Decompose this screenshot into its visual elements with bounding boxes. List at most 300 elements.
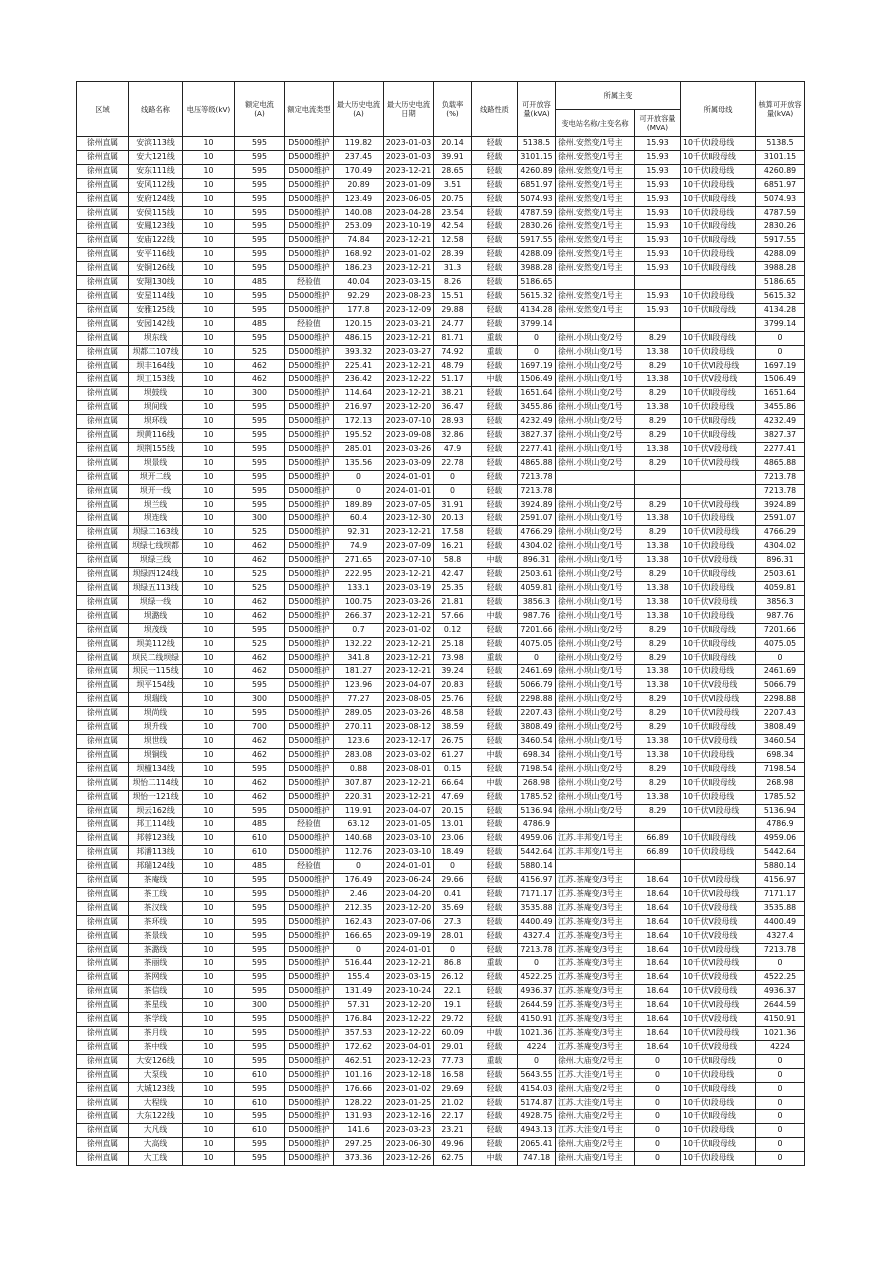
line-name-cell: 茶庵线 (129, 874, 183, 888)
calc-capacity-cell: 5880.14 (756, 860, 805, 874)
load-rate-cell: 31.3 (434, 262, 472, 276)
load-rate-cell: 48.79 (434, 359, 472, 373)
max-date-cell: 2023-04-07 (384, 804, 434, 818)
voltage-cell: 10 (183, 289, 235, 303)
table-row (77, 1040, 805, 1054)
region-cell: 徐州直属 (77, 957, 129, 971)
calc-capacity-cell: 2591.07 (756, 512, 805, 526)
nature-cell: 轻载 (472, 262, 518, 276)
nature-cell: 轻载 (472, 582, 518, 596)
region-cell: 徐州直属 (77, 442, 129, 456)
rated-type-cell: D5000维护 (285, 943, 334, 957)
substation-capacity-cell: 8.29 (635, 359, 681, 373)
nature-cell: 轻载 (472, 164, 518, 178)
substation-name-cell: 徐州.小坝山变/2号 (556, 498, 635, 512)
table-row (77, 540, 805, 554)
region-cell: 徐州直属 (77, 985, 129, 999)
region-cell: 徐州直属 (77, 929, 129, 943)
line-name-cell: 大程线 (129, 1096, 183, 1110)
load-rate-cell: 0 (434, 470, 472, 484)
table-row (77, 776, 805, 790)
max-date-cell: 2023-04-01 (384, 1040, 434, 1054)
bus-cell: 10千伏Ⅵ段母线 (681, 887, 756, 901)
bus-cell: 10千伏Ⅵ段母线 (681, 943, 756, 957)
rated-current-cell: 595 (235, 470, 285, 484)
rated-type-cell: D5000维护 (285, 707, 334, 721)
table-row (77, 1152, 805, 1166)
max-current-cell: 2.46 (334, 887, 384, 901)
calc-capacity-cell: 3101.15 (756, 150, 805, 164)
load-rate-cell: 18.49 (434, 846, 472, 860)
table-row (77, 790, 805, 804)
nature-cell: 轻载 (472, 234, 518, 248)
rated-current-cell: 595 (235, 234, 285, 248)
calc-capacity-cell: 0 (756, 1068, 805, 1082)
rated-current-cell: 462 (235, 665, 285, 679)
line-name-cell: 安星114线 (129, 289, 183, 303)
region-cell: 徐州直属 (77, 1040, 129, 1054)
max-current-cell: 220.31 (334, 790, 384, 804)
header-max-current-date: 最大历史电流 日期 (384, 82, 434, 137)
rated-current-cell: 610 (235, 1068, 285, 1082)
open-capacity-cell: 4959.06 (518, 832, 556, 846)
bus-cell (681, 860, 756, 874)
calc-capacity-cell: 3799.14 (756, 317, 805, 331)
substation-capacity-cell: 13.38 (635, 595, 681, 609)
rated-type-cell: D5000维护 (285, 832, 334, 846)
header-rated-current-type: 额定电流类型 (285, 82, 334, 137)
rated-type-cell: D5000维护 (285, 762, 334, 776)
max-date-cell: 2023-08-01 (384, 762, 434, 776)
bus-cell (681, 818, 756, 832)
rated-current-cell: 595 (235, 623, 285, 637)
max-date-cell: 2023-07-05 (384, 498, 434, 512)
substation-capacity-cell: 0 (635, 1124, 681, 1138)
max-current-cell: 393.32 (334, 345, 384, 359)
open-capacity-cell: 4059.81 (518, 582, 556, 596)
rated-type-cell: D5000维护 (285, 804, 334, 818)
substation-capacity-cell: 13.38 (635, 540, 681, 554)
line-name-cell: 坝瑞线 (129, 693, 183, 707)
rated-type-cell: D5000维护 (285, 1040, 334, 1054)
line-name-cell: 安铜126线 (129, 262, 183, 276)
substation-name-cell (556, 276, 635, 290)
nature-cell: 中载 (472, 748, 518, 762)
table-row (77, 164, 805, 178)
voltage-cell: 10 (183, 1027, 235, 1041)
open-capacity-cell: 4224 (518, 1040, 556, 1054)
substation-name-cell: 江苏.大洼变/1号主 (556, 1068, 635, 1082)
max-current-cell: 341.8 (334, 651, 384, 665)
table-row (77, 707, 805, 721)
rated-type-cell: D5000维护 (285, 1013, 334, 1027)
rated-type-cell: D5000维护 (285, 929, 334, 943)
max-current-cell: 140.08 (334, 206, 384, 220)
region-cell: 徐州直属 (77, 359, 129, 373)
bus-cell: 10千伏Ⅱ段母线 (681, 262, 756, 276)
region-cell: 徐州直属 (77, 289, 129, 303)
table-row (77, 595, 805, 609)
table-row (77, 150, 805, 164)
max-date-cell: 2023-03-21 (384, 317, 434, 331)
max-current-cell: 74.9 (334, 540, 384, 554)
nature-cell: 轻载 (472, 693, 518, 707)
bus-cell: 10千伏Ⅴ段母线 (681, 971, 756, 985)
calc-capacity-cell: 4075.05 (756, 637, 805, 651)
nature-cell: 中载 (472, 554, 518, 568)
substation-capacity-cell: 8.29 (635, 762, 681, 776)
bus-cell: 10千伏Ⅴ段母线 (681, 985, 756, 999)
calc-capacity-cell: 1021.36 (756, 1027, 805, 1041)
calc-capacity-cell: 1785.52 (756, 790, 805, 804)
max-current-cell: 92.29 (334, 289, 384, 303)
substation-name-cell: 江苏.茶庵变/3号主 (556, 957, 635, 971)
region-cell: 徐州直属 (77, 512, 129, 526)
substation-capacity-cell (635, 470, 681, 484)
voltage-cell: 10 (183, 846, 235, 860)
bus-cell: 10千伏Ⅰ段母线 (681, 540, 756, 554)
region-cell: 徐州直属 (77, 762, 129, 776)
line-name-cell: 安翔130线 (129, 276, 183, 290)
bus-cell: 10千伏Ⅴ段母线 (681, 373, 756, 387)
substation-name-cell: 徐州.小坝山变/2号 (556, 762, 635, 776)
substation-capacity-cell: 8.29 (635, 498, 681, 512)
rated-type-cell: D5000维护 (285, 262, 334, 276)
bus-cell: 10千伏Ⅰ段母线 (681, 512, 756, 526)
rated-current-cell: 462 (235, 373, 285, 387)
line-name-cell: 坝绿四124线 (129, 568, 183, 582)
line-name-cell: 大城123线 (129, 1082, 183, 1096)
substation-capacity-cell: 15.93 (635, 206, 681, 220)
substation-name-cell: 徐州.小坝山变/1号 (556, 401, 635, 415)
substation-capacity-cell: 0 (635, 1096, 681, 1110)
table-row (77, 429, 805, 443)
load-rate-cell: 21.81 (434, 595, 472, 609)
substation-capacity-cell: 8.29 (635, 721, 681, 735)
rated-type-cell: D5000维护 (285, 289, 334, 303)
calc-capacity-cell: 7213.78 (756, 470, 805, 484)
substation-capacity-cell: 13.38 (635, 401, 681, 415)
max-date-cell: 2023-12-22 (384, 1027, 434, 1041)
header-region: 区域 (77, 82, 129, 137)
rated-current-cell: 462 (235, 776, 285, 790)
region-cell: 徐州直属 (77, 192, 129, 206)
substation-capacity-cell: 66.89 (635, 846, 681, 860)
rated-type-cell: D5000维护 (285, 512, 334, 526)
open-capacity-cell: 6851.97 (518, 178, 556, 192)
open-capacity-cell: 5186.65 (518, 276, 556, 290)
load-rate-cell: 25.76 (434, 693, 472, 707)
calc-capacity-cell: 4304.02 (756, 540, 805, 554)
substation-capacity-cell: 15.93 (635, 248, 681, 262)
max-date-cell: 2023-12-23 (384, 1054, 434, 1068)
nature-cell: 中载 (472, 609, 518, 623)
max-date-cell: 2023-12-21 (384, 526, 434, 540)
table-row (77, 317, 805, 331)
nature-cell: 轻载 (472, 734, 518, 748)
rated-current-cell: 595 (235, 206, 285, 220)
voltage-cell: 10 (183, 734, 235, 748)
load-rate-cell: 17.58 (434, 526, 472, 540)
max-date-cell: 2023-12-21 (384, 234, 434, 248)
substation-name-cell: 徐州.小坝山变/2号 (556, 693, 635, 707)
region-cell: 徐州直属 (77, 317, 129, 331)
max-date-cell: 2023-03-09 (384, 456, 434, 470)
rated-current-cell: 595 (235, 456, 285, 470)
substation-capacity-cell: 15.93 (635, 150, 681, 164)
calc-capacity-cell: 4766.29 (756, 526, 805, 540)
load-rate-cell: 22.78 (434, 456, 472, 470)
substation-name-cell: 徐州.大庙变/2号主 (556, 1054, 635, 1068)
region-cell: 徐州直属 (77, 498, 129, 512)
open-capacity-cell: 1651.64 (518, 387, 556, 401)
open-capacity-cell: 987.76 (518, 609, 556, 623)
table-row (77, 498, 805, 512)
rated-current-cell: 595 (235, 192, 285, 206)
calc-capacity-cell: 0 (756, 957, 805, 971)
calc-capacity-cell: 2277.41 (756, 442, 805, 456)
table-row (77, 901, 805, 915)
substation-capacity-cell: 13.38 (635, 609, 681, 623)
max-date-cell: 2023-12-20 (384, 999, 434, 1013)
open-capacity-cell: 4150.91 (518, 1013, 556, 1027)
load-rate-cell: 25.18 (434, 637, 472, 651)
voltage-cell: 10 (183, 623, 235, 637)
nature-cell: 轻载 (472, 150, 518, 164)
line-name-cell: 坝开二线 (129, 470, 183, 484)
substation-capacity-cell: 66.89 (635, 832, 681, 846)
max-current-cell: 166.65 (334, 929, 384, 943)
open-capacity-cell: 3988.28 (518, 262, 556, 276)
max-date-cell: 2023-12-21 (384, 609, 434, 623)
voltage-cell: 10 (183, 456, 235, 470)
nature-cell: 轻载 (472, 498, 518, 512)
substation-name-cell: 江苏.茶庵变/3号主 (556, 971, 635, 985)
rated-type-cell: D5000维护 (285, 178, 334, 192)
bus-cell: 10千伏Ⅰ段母线 (681, 164, 756, 178)
max-current-cell: 119.91 (334, 804, 384, 818)
rated-type-cell: D5000维护 (285, 373, 334, 387)
substation-name-cell: 江苏.茶庵变/3号主 (556, 1027, 635, 1041)
substation-name-cell (556, 860, 635, 874)
calc-capacity-cell: 7213.78 (756, 943, 805, 957)
bus-cell: 10千伏Ⅱ段母线 (681, 150, 756, 164)
table-row (77, 345, 805, 359)
nature-cell: 轻载 (472, 276, 518, 290)
rated-type-cell: D5000维护 (285, 484, 334, 498)
load-rate-cell: 42.47 (434, 568, 472, 582)
max-current-cell: 74.84 (334, 234, 384, 248)
substation-name-cell: 徐州.小坝山变/2号 (556, 623, 635, 637)
substation-capacity-cell: 13.38 (635, 345, 681, 359)
rated-current-cell: 595 (235, 985, 285, 999)
nature-cell: 轻载 (472, 442, 518, 456)
rated-type-cell: D5000维护 (285, 1152, 334, 1166)
calc-capacity-cell: 5138.5 (756, 137, 805, 151)
bus-cell: 10千伏Ⅵ段母线 (681, 707, 756, 721)
max-current-cell: 101.16 (334, 1068, 384, 1082)
region-cell: 徐州直属 (77, 623, 129, 637)
line-name-cell: 坝世线 (129, 734, 183, 748)
calc-capacity-cell: 4327.4 (756, 929, 805, 943)
substation-name-cell: 徐州.安然变/1号主 (556, 289, 635, 303)
nature-cell: 轻载 (472, 1124, 518, 1138)
load-rate-cell: 27.3 (434, 915, 472, 929)
max-current-cell: 60.4 (334, 512, 384, 526)
voltage-cell: 10 (183, 359, 235, 373)
nature-cell: 重载 (472, 331, 518, 345)
max-current-cell: 177.8 (334, 303, 384, 317)
table-row (77, 1110, 805, 1124)
line-name-cell: 安东111线 (129, 164, 183, 178)
substation-capacity-cell: 13.38 (635, 734, 681, 748)
line-name-cell: 邦潘113线 (129, 846, 183, 860)
rated-type-cell: D5000维护 (285, 748, 334, 762)
calc-capacity-cell: 0 (756, 1152, 805, 1166)
line-name-cell: 茶潞线 (129, 943, 183, 957)
max-current-cell: 212.35 (334, 901, 384, 915)
load-rate-cell: 60.09 (434, 1027, 472, 1041)
substation-name-cell: 徐州.安然变/1号主 (556, 206, 635, 220)
open-capacity-cell: 747.18 (518, 1152, 556, 1166)
region-cell: 徐州直属 (77, 748, 129, 762)
calc-capacity-cell: 6851.97 (756, 178, 805, 192)
calc-capacity-cell: 896.31 (756, 554, 805, 568)
table-row (77, 137, 805, 151)
max-date-cell: 2023-12-21 (384, 957, 434, 971)
region-cell: 徐州直属 (77, 637, 129, 651)
calc-capacity-cell: 698.34 (756, 748, 805, 762)
table-row (77, 484, 805, 498)
substation-capacity-cell: 8.29 (635, 526, 681, 540)
open-capacity-cell: 7213.78 (518, 484, 556, 498)
rated-type-cell: D5000维护 (285, 846, 334, 860)
max-date-cell: 2023-12-21 (384, 359, 434, 373)
voltage-cell: 10 (183, 470, 235, 484)
substation-capacity-cell: 18.64 (635, 943, 681, 957)
max-date-cell: 2023-04-07 (384, 679, 434, 693)
substation-capacity-cell: 18.64 (635, 971, 681, 985)
voltage-cell: 10 (183, 860, 235, 874)
load-rate-cell: 3.51 (434, 178, 472, 192)
voltage-cell: 10 (183, 164, 235, 178)
table-row (77, 178, 805, 192)
max-current-cell: 283.08 (334, 748, 384, 762)
nature-cell: 中载 (472, 1152, 518, 1166)
voltage-cell: 10 (183, 1082, 235, 1096)
line-name-cell: 坝绿三线 (129, 554, 183, 568)
load-rate-cell: 58.8 (434, 554, 472, 568)
voltage-cell: 10 (183, 804, 235, 818)
region-cell: 徐州直属 (77, 220, 129, 234)
region-cell: 徐州直属 (77, 262, 129, 276)
region-cell: 徐州直属 (77, 178, 129, 192)
header-voltage: 电压等级(kV) (183, 82, 235, 137)
rated-type-cell: D5000维护 (285, 693, 334, 707)
rated-current-cell: 462 (235, 359, 285, 373)
load-rate-cell: 0.12 (434, 623, 472, 637)
nature-cell: 重载 (472, 1054, 518, 1068)
line-name-cell: 坝间线 (129, 401, 183, 415)
table-row (77, 637, 805, 651)
rated-current-cell: 595 (235, 804, 285, 818)
substation-capacity-cell: 18.64 (635, 929, 681, 943)
rated-type-cell: D5000维护 (285, 248, 334, 262)
max-date-cell: 2023-01-25 (384, 1096, 434, 1110)
calc-capacity-cell: 4936.37 (756, 985, 805, 999)
substation-name-cell: 徐州.安然变/1号主 (556, 150, 635, 164)
load-rate-cell: 0.15 (434, 762, 472, 776)
voltage-cell: 10 (183, 637, 235, 651)
bus-cell: 10千伏Ⅱ段母线 (681, 331, 756, 345)
table-row (77, 373, 805, 387)
region-cell: 徐州直属 (77, 818, 129, 832)
voltage-cell: 10 (183, 1152, 235, 1166)
substation-name-cell: 江苏.茶庵变/3号主 (556, 985, 635, 999)
header-calc-capacity: 核算可开放容 量(kVA) (756, 82, 805, 137)
max-current-cell: 40.04 (334, 276, 384, 290)
rated-type-cell: D5000维护 (285, 220, 334, 234)
rated-current-cell: 300 (235, 512, 285, 526)
rated-type-cell: D5000维护 (285, 985, 334, 999)
rated-type-cell: D5000维护 (285, 470, 334, 484)
max-date-cell: 2023-12-21 (384, 637, 434, 651)
rated-current-cell: 610 (235, 1124, 285, 1138)
open-capacity-cell: 2277.41 (518, 442, 556, 456)
calc-capacity-cell: 268.98 (756, 776, 805, 790)
region-cell: 徐州直属 (77, 484, 129, 498)
substation-capacity-cell: 18.64 (635, 985, 681, 999)
substation-name-cell (556, 470, 635, 484)
rated-current-cell: 595 (235, 1138, 285, 1152)
calc-capacity-cell: 3535.88 (756, 901, 805, 915)
table-row (77, 929, 805, 943)
substation-capacity-cell: 13.38 (635, 512, 681, 526)
bus-cell: 10千伏Ⅰ段母线 (681, 748, 756, 762)
rated-type-cell: D5000维护 (285, 776, 334, 790)
max-current-cell: 176.66 (334, 1082, 384, 1096)
line-name-cell: 坝兰线 (129, 498, 183, 512)
region-cell: 徐州直属 (77, 401, 129, 415)
nature-cell: 中载 (472, 373, 518, 387)
open-capacity-cell: 4865.88 (518, 456, 556, 470)
max-date-cell: 2023-12-18 (384, 1068, 434, 1082)
load-rate-cell: 39.24 (434, 665, 472, 679)
max-date-cell: 2023-03-26 (384, 442, 434, 456)
substation-capacity-cell: 15.93 (635, 289, 681, 303)
rated-type-cell: D5000维护 (285, 234, 334, 248)
open-capacity-cell: 1021.36 (518, 1027, 556, 1041)
line-name-cell: 坝绿一线 (129, 595, 183, 609)
substation-capacity-cell: 15.93 (635, 220, 681, 234)
rated-current-cell: 595 (235, 262, 285, 276)
open-capacity-cell: 4936.37 (518, 985, 556, 999)
rated-current-cell: 595 (235, 957, 285, 971)
voltage-cell: 10 (183, 192, 235, 206)
max-date-cell: 2023-12-21 (384, 665, 434, 679)
rated-current-cell: 525 (235, 568, 285, 582)
max-date-cell: 2023-12-21 (384, 387, 434, 401)
table-row (77, 721, 805, 735)
nature-cell: 轻载 (472, 971, 518, 985)
rated-current-cell: 485 (235, 317, 285, 331)
max-date-cell: 2023-10-19 (384, 220, 434, 234)
bus-cell: 10千伏Ⅱ段母线 (681, 637, 756, 651)
substation-capacity-cell: 18.64 (635, 1040, 681, 1054)
rated-current-cell: 525 (235, 345, 285, 359)
open-capacity-cell: 4522.25 (518, 971, 556, 985)
open-capacity-cell: 7213.78 (518, 470, 556, 484)
